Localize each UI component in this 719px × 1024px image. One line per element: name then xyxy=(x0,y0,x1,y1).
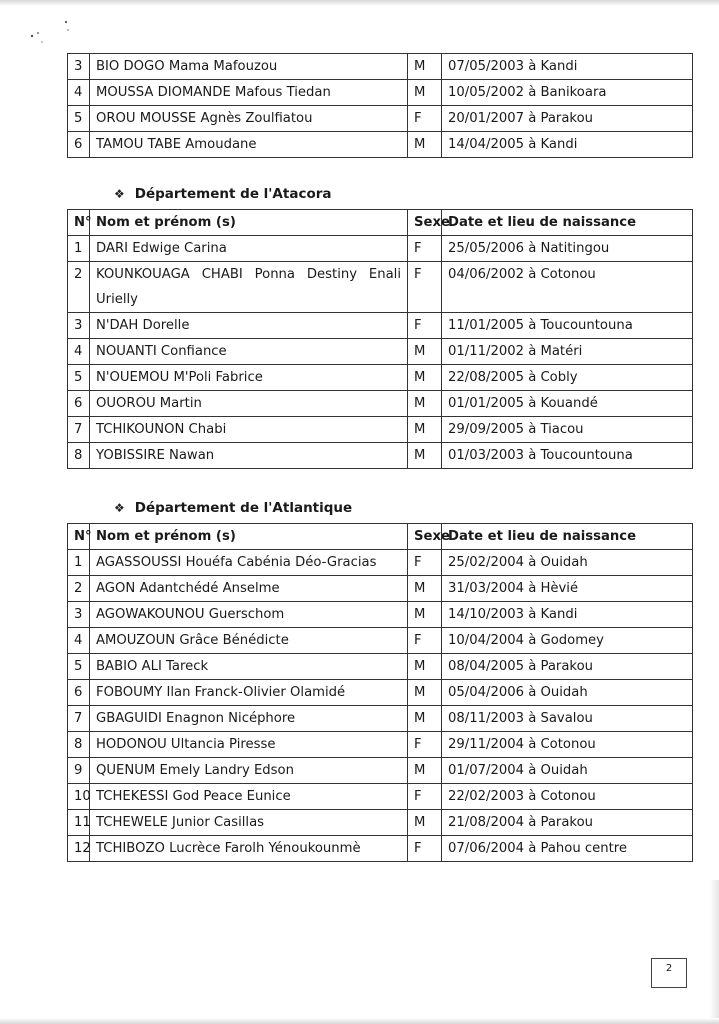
section-title-atlantique xyxy=(114,500,352,516)
table-atacora xyxy=(67,209,693,469)
cell-num: 3 xyxy=(68,54,90,80)
table-row xyxy=(68,784,693,810)
table-continuation xyxy=(67,53,693,158)
cell-birth: 01/01/2005 à Kouandé xyxy=(442,391,693,417)
cell-sex: F xyxy=(408,784,442,810)
table-row xyxy=(68,54,693,80)
cell-birth: 14/04/2005 à Kandi xyxy=(442,132,693,158)
table-row xyxy=(68,106,693,132)
table-row xyxy=(68,391,693,417)
table-row xyxy=(68,550,693,576)
cell-birth: 01/07/2004 à Ouidah xyxy=(442,758,693,784)
table-header-row xyxy=(68,210,693,236)
table-row xyxy=(68,236,693,262)
table-row xyxy=(68,132,693,158)
cell-num: 8 xyxy=(68,443,90,469)
table-atlantique-body xyxy=(68,550,693,862)
cell-name: AMOUZOUN Grâce Bénédicte xyxy=(90,628,408,654)
cell-birth: 31/03/2004 à Hèvié xyxy=(442,576,693,602)
cell-num: 5 xyxy=(68,365,90,391)
cell-num: 6 xyxy=(68,391,90,417)
cell-sex: M xyxy=(408,365,442,391)
cell-num: 7 xyxy=(68,417,90,443)
cell-num: 12 xyxy=(68,836,90,862)
table-atlantique xyxy=(67,523,693,862)
column-header-sex: Sexe xyxy=(408,210,442,236)
cell-birth: 01/11/2002 à Matéri xyxy=(442,339,693,365)
cell-name: HODONOU Ultancia Piresse xyxy=(90,732,408,758)
table-atacora-body xyxy=(68,236,693,469)
cell-name: TCHEKESSI God Peace Eunice xyxy=(90,784,408,810)
cell-birth: 29/11/2004 à Cotonou xyxy=(442,732,693,758)
cell-birth: 08/04/2005 à Parakou xyxy=(442,654,693,680)
cell-sex: M xyxy=(408,810,442,836)
table-row xyxy=(68,680,693,706)
scan-bottom-edge xyxy=(0,1018,719,1024)
column-header-birth: Date et lieu de naissance xyxy=(442,210,693,236)
cell-sex: M xyxy=(408,758,442,784)
page-number: 2 xyxy=(651,958,687,988)
cell-sex: M xyxy=(408,706,442,732)
cell-birth: 25/05/2006 à Natitingou xyxy=(442,236,693,262)
cell-sex: F xyxy=(408,262,442,313)
cell-birth: 07/06/2004 à Pahou centre xyxy=(442,836,693,862)
cell-name: TCHIKOUNON Chabi xyxy=(90,417,408,443)
cell-sex: M xyxy=(408,417,442,443)
cell-name: DARI Edwige Carina xyxy=(90,236,408,262)
table-row xyxy=(68,443,693,469)
cell-birth: 11/01/2005 à Toucountouna xyxy=(442,313,693,339)
cell-num: 9 xyxy=(68,758,90,784)
cell-birth: 04/06/2002 à Cotonou xyxy=(442,262,693,313)
cell-name: OUOROU Martin xyxy=(90,391,408,417)
column-header-birth: Date et lieu de naissance xyxy=(442,524,693,550)
cell-name: OROU MOUSSE Agnès Zoulfiatou xyxy=(90,106,408,132)
cell-birth: 22/08/2005 à Cobly xyxy=(442,365,693,391)
cell-sex: M xyxy=(408,54,442,80)
cell-birth: 29/09/2005 à Tiacou xyxy=(442,417,693,443)
cell-num: 5 xyxy=(68,106,90,132)
cell-num: 8 xyxy=(68,732,90,758)
section-title-text: Département de l'Atacora xyxy=(134,186,332,202)
cell-sex: M xyxy=(408,576,442,602)
cell-birth: 10/04/2004 à Godomey xyxy=(442,628,693,654)
cell-birth: 08/11/2003 à Savalou xyxy=(442,706,693,732)
cell-sex: M xyxy=(408,654,442,680)
section-title-text: Département de l'Atlantique xyxy=(134,500,353,516)
cell-name: YOBISSIRE Nawan xyxy=(90,443,408,469)
diamond-bullet-icon: ❖ xyxy=(114,501,125,515)
cell-name: KOUNKOUAGA CHABI Ponna Destiny Enali Urielly xyxy=(90,262,408,313)
table-row xyxy=(68,313,693,339)
cell-name: TCHEWELE Junior Casillas xyxy=(90,810,408,836)
section-title-atacora xyxy=(114,186,332,202)
table-row xyxy=(68,602,693,628)
table-row xyxy=(68,339,693,365)
cell-name: GBAGUIDI Enagnon Nicéphore xyxy=(90,706,408,732)
cell-num: 2 xyxy=(68,262,90,313)
table-row xyxy=(68,80,693,106)
cell-num: 5 xyxy=(68,654,90,680)
cell-num: 1 xyxy=(68,236,90,262)
cell-name: MOUSSA DIOMANDE Mafous Tiedan xyxy=(90,80,408,106)
cell-num: 4 xyxy=(68,80,90,106)
table-row xyxy=(68,810,693,836)
cell-birth: 21/08/2004 à Parakou xyxy=(442,810,693,836)
table-row xyxy=(68,628,693,654)
cell-name: BIO DOGO Mama Mafouzou xyxy=(90,54,408,80)
cell-num: 6 xyxy=(68,132,90,158)
cell-num: 7 xyxy=(68,706,90,732)
column-header-sex: Sexe xyxy=(408,524,442,550)
table-row xyxy=(68,417,693,443)
cell-num: 3 xyxy=(68,313,90,339)
column-header-name: Nom et prénom (s) xyxy=(90,210,408,236)
cell-name: QUENUM Emely Landry Edson xyxy=(90,758,408,784)
cell-name: NOUANTI Confiance xyxy=(90,339,408,365)
cell-sex: F xyxy=(408,550,442,576)
cell-name: FOBOUMY Ilan Franck-Olivier Olamidé xyxy=(90,680,408,706)
table-row xyxy=(68,365,693,391)
cell-name: BABIO ALI Tareck xyxy=(90,654,408,680)
table-row xyxy=(68,654,693,680)
cell-name: N'DAH Dorelle xyxy=(90,313,408,339)
cell-num: 4 xyxy=(68,628,90,654)
table-continuation-body xyxy=(68,54,693,158)
table-header-row xyxy=(68,524,693,550)
cell-birth: 22/02/2003 à Cotonou xyxy=(442,784,693,810)
cell-name: AGASSOUSSI Houéfa Cabénia Déo-Gracias xyxy=(90,550,408,576)
table-row xyxy=(68,576,693,602)
scan-mark-icon xyxy=(28,14,68,44)
diamond-bullet-icon: ❖ xyxy=(114,187,125,201)
cell-sex: F xyxy=(408,313,442,339)
scan-top-edge xyxy=(0,0,719,6)
cell-num: 2 xyxy=(68,576,90,602)
cell-birth: 10/05/2002 à Banikoara xyxy=(442,80,693,106)
cell-sex: F xyxy=(408,836,442,862)
cell-sex: F xyxy=(408,628,442,654)
table-row xyxy=(68,262,693,313)
cell-num: 6 xyxy=(68,680,90,706)
cell-birth: 01/03/2003 à Toucountouna xyxy=(442,443,693,469)
cell-num: 3 xyxy=(68,602,90,628)
cell-birth: 20/01/2007 à Parakou xyxy=(442,106,693,132)
table-row xyxy=(68,836,693,862)
table-row xyxy=(68,706,693,732)
cell-sex: M xyxy=(408,339,442,365)
cell-birth: 05/04/2006 à Ouidah xyxy=(442,680,693,706)
cell-num: 1 xyxy=(68,550,90,576)
cell-birth: 25/02/2004 à Ouidah xyxy=(442,550,693,576)
cell-name: TCHIBOZO Lucrèce Farolh Yénoukounmè xyxy=(90,836,408,862)
table-row xyxy=(68,758,693,784)
cell-sex: F xyxy=(408,732,442,758)
cell-sex: M xyxy=(408,602,442,628)
cell-name: N'OUEMOU M'Poli Fabrice xyxy=(90,365,408,391)
cell-sex: M xyxy=(408,391,442,417)
cell-name: TAMOU TABE Amoudane xyxy=(90,132,408,158)
cell-num: 10 xyxy=(68,784,90,810)
cell-sex: M xyxy=(408,680,442,706)
column-header-num: N° xyxy=(68,524,90,550)
cell-birth: 07/05/2003 à Kandi xyxy=(442,54,693,80)
cell-sex: M xyxy=(408,443,442,469)
cell-num: 11 xyxy=(68,810,90,836)
cell-sex: F xyxy=(408,106,442,132)
cell-name: AGON Adantchédé Anselme xyxy=(90,576,408,602)
cell-name: AGOWAKOUNOU Guerschom xyxy=(90,602,408,628)
table-row xyxy=(68,732,693,758)
cell-birth: 14/10/2003 à Kandi xyxy=(442,602,693,628)
cell-sex: M xyxy=(408,80,442,106)
cell-num: 4 xyxy=(68,339,90,365)
cell-sex: F xyxy=(408,236,442,262)
scan-page-fold xyxy=(709,880,719,1020)
column-header-num: N° xyxy=(68,210,90,236)
cell-sex: M xyxy=(408,132,442,158)
column-header-name: Nom et prénom (s) xyxy=(90,524,408,550)
